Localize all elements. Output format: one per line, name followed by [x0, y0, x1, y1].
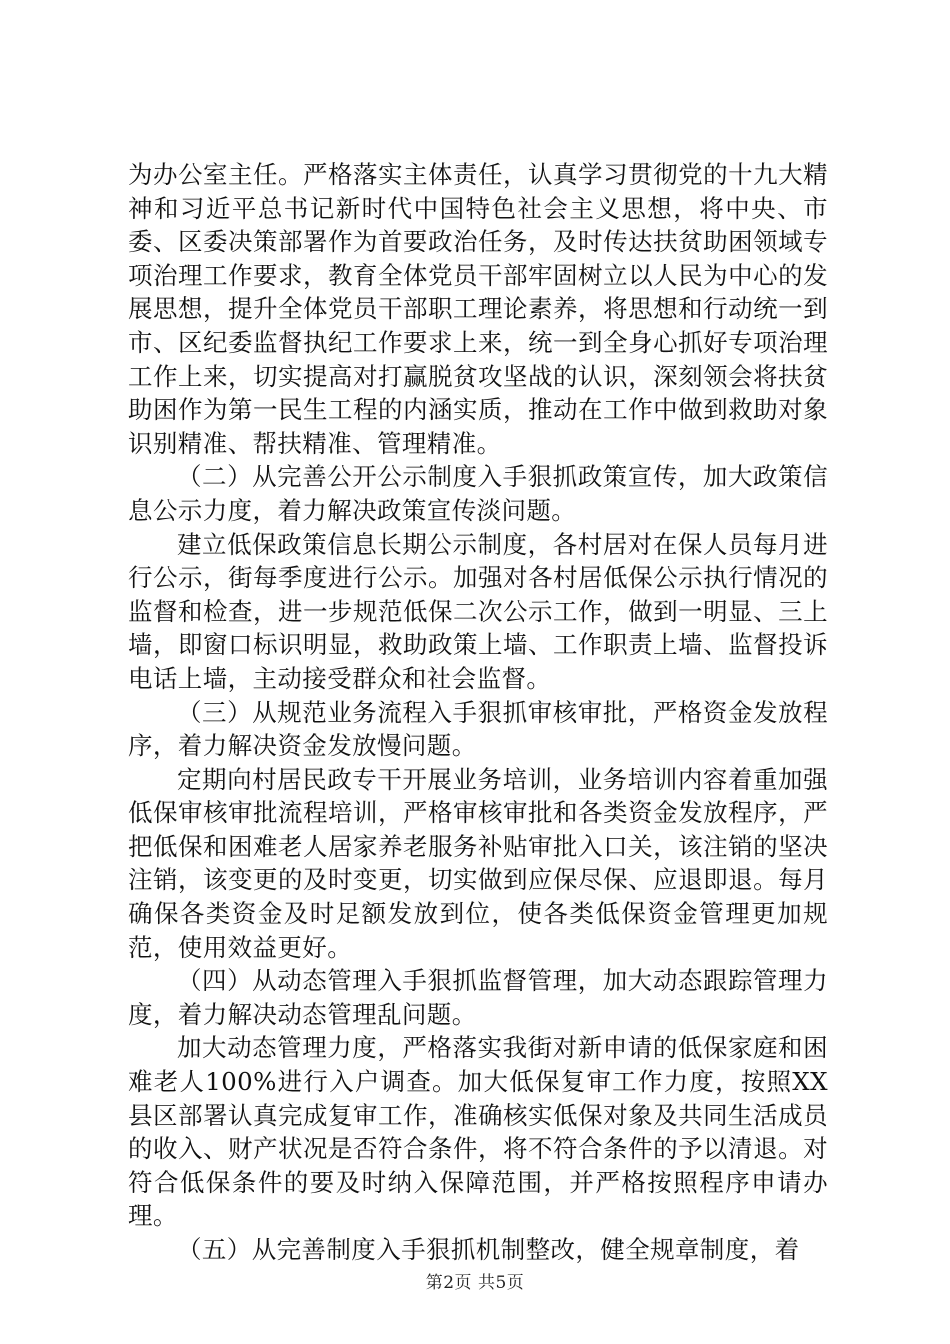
section-heading-4: （四）从动态管理入手狠抓监督管理，加大动态跟踪管理力度，着力解决动态管理乱问题。	[128, 966, 828, 1029]
section-heading-2: （二）从完善公开公示制度入手狠抓政策宣传，加大政策信息公示力度，着力解决政策宣传淡问题。	[128, 462, 828, 525]
document-body	[128, 158, 828, 1267]
page-footer: 第2页 共5页	[425, 1273, 525, 1293]
paragraph-continuation: 为办公室主任。严格落实主体责任，认真学习贯彻党的十九大精神和习近平总书记新时代中国特色社会主义思想，将中央、市委、区委决策部署作为首要政治任务，及时传达扶贫助困领域专项治理工作要求，教育全体党员干部牢固树立以人民为中心的发展思想，提升全体党员干部职工理论素养，将思想和行动统一到市、区纪委监督执纪工作要求上来，统一到全身心抓好专项治理工作上来，切实提高对打赢脱贫攻坚战的认识，深刻领会将扶贫助困作为第一民生工程的内涵实质，推动在工作中做到救助对象识别精准、帮扶精准、管理精准。	[128, 160, 828, 458]
paragraph-training: 定期向村居民政专干开展业务培训，业务培训内容着重加强低保审核审批流程培训，严格审核审批和各类资金发放程序，严把低保和困难老人居家养老服务补贴审批入口关，该注销的坚决注销，该变更的及时变更，切实做到应保尽保、应退即退。每月确保各类资金及时足额发放到位，使各类低保资金管理更加规范，使用效益更好。	[128, 764, 828, 962]
paragraph-dynamic-management: 加大动态管理力度，严格落实我街对新申请的低保家庭和困难老人100%进行入户调查。加大低保复审工作力度，按照XX县区部署认真完成复审工作，准确核实低保对象及共同生活成员的收入、财产状况是否符合条件，将不符合条件的予以清退。对符合低保条件的要及时纳入保障范围，并严格按照程序申请办理。	[128, 1033, 828, 1231]
paragraph-publicity: 建立低保政策信息长期公示制度，各村居对在保人员每月进行公示，街每季度进行公示。加强对各村居低保公示执行情况的监督和检查，进一步规范低保二次公示工作，做到一明显、三上墙，即窗口标识明显，救助政策上墙、工作职责上墙、监督投诉电话上墙，主动接受群众和社会监督。	[128, 529, 828, 693]
section-heading-3: （三）从规范业务流程入手狠抓审核审批，严格资金发放程序，着力解决资金发放慢问题。	[128, 697, 828, 761]
section-heading-5: （五）从完善制度入手狠抓机制整改，健全规章制度，着	[177, 1235, 800, 1264]
